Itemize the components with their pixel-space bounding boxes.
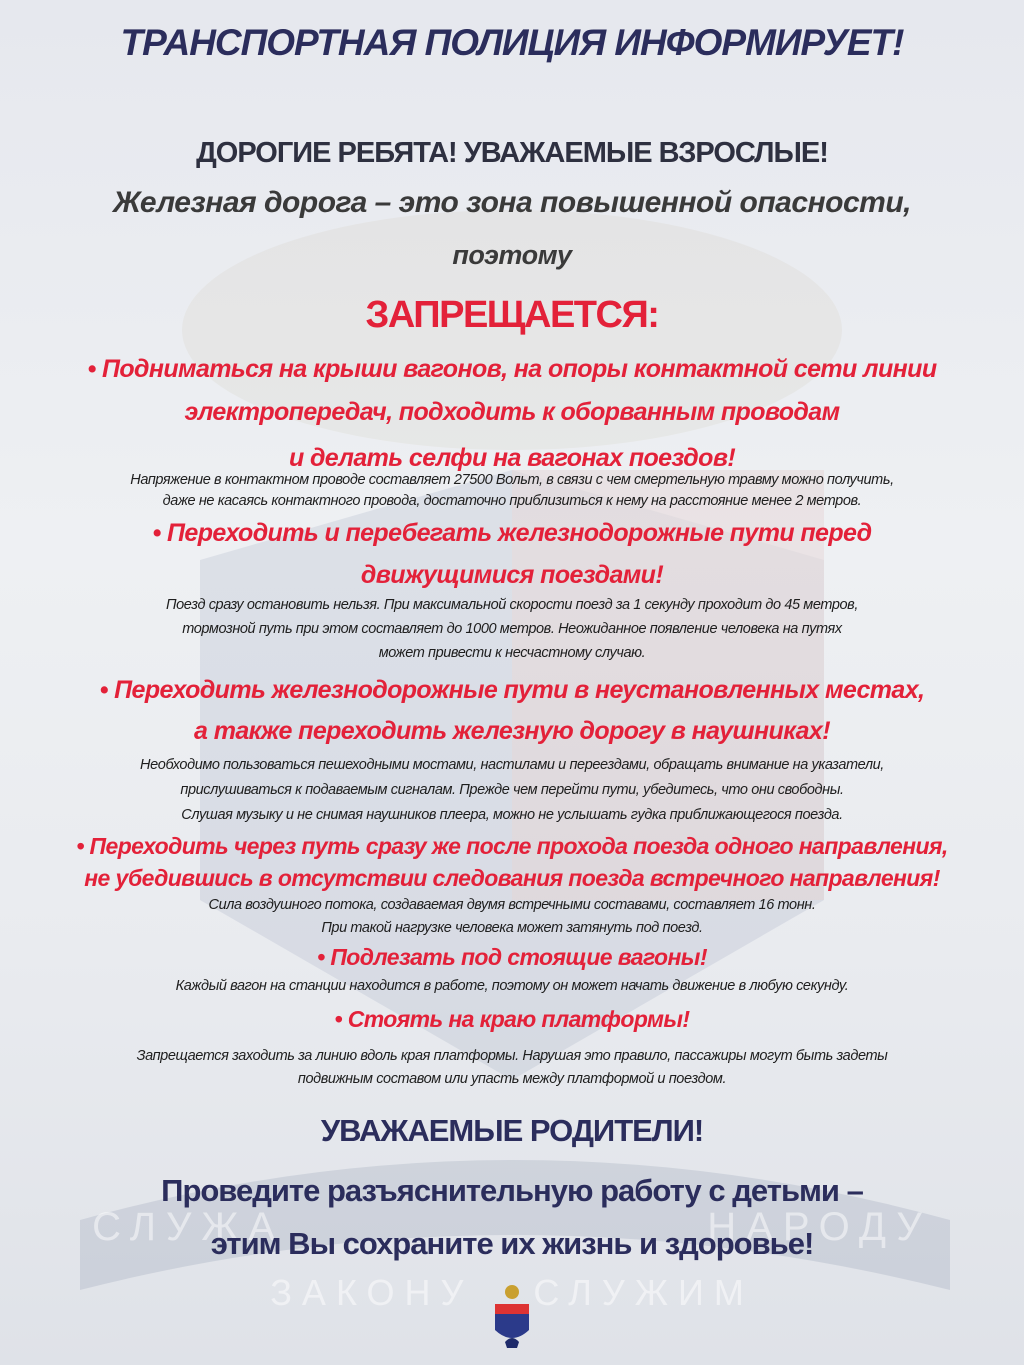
rule-3-explanation: Слушая музыку и не снимая наушников плеера, можно не услышать гудка приближающегося поезда.	[181, 807, 843, 823]
rule-1-heading: • Подниматься на крыши вагонов, на опоры контактной сети линии	[87, 355, 937, 383]
intro-line-1: Железная дорога – это зона повышенной опасности,	[112, 186, 912, 219]
rule-1-heading: электропередач, подходить к оборванным проводам	[184, 398, 840, 426]
rule-2-heading: движущимися поездами!	[360, 561, 664, 589]
rule-2-explanation: Поезд сразу остановить нельзя. При максимальной скорости поезд за 1 секунду проходит до 45 метров,	[166, 597, 858, 613]
parents-text-2: этим Вы сохраните их жизнь и здоровье!	[210, 1226, 814, 1261]
rule-2-explanation: тормозной путь при этом составляет до 1000 метров. Неожиданное появление человека на путях	[182, 621, 842, 637]
rule-6-heading: • Стоять на краю платформы!	[334, 1006, 690, 1032]
watermark-motto: СЛУЖА НАРОДУ	[92, 1205, 932, 1249]
rule-4-explanation: При такой нагрузке человека может затянуть под поезд.	[321, 920, 703, 936]
rule-4-heading: не убедившись в отсутствии следования поезда встречного направления!	[84, 865, 940, 891]
police-emblem-icon	[487, 1282, 537, 1352]
rule-5-explanation: Каждый вагон на станции находится в работе, поэтому он может начать движение в любую секунду.	[175, 978, 849, 994]
rule-1-explanation: даже не касаясь контактного провода, достаточно приблизиться к нему на расстояние менее 2 метров.	[162, 493, 862, 509]
forbidden-heading: ЗАПРЕЩАЕТСЯ:	[365, 294, 659, 336]
rule-1-heading: и делать селфи на вагонах поездов!	[288, 444, 736, 472]
watermark-motto-lower: ЗАКОНУ СЛУЖИМ	[270, 1272, 754, 1313]
rule-1-explanation: Напряжение в контактном проводе составляет 27500 Вольт, в связи с чем смертельную травму можно получить,	[130, 472, 894, 488]
rule-3-heading: а также переходить железную дорогу в наушниках!	[194, 717, 830, 745]
parents-text-1: Проведите разъяснительную работу с детьми –	[161, 1173, 863, 1208]
rule-2-explanation: может привести к несчастному случаю.	[378, 645, 646, 661]
rule-3-explanation: прислушиваться к подаваемым сигналам. Прежде чем перейти пути, убедитесь, что они свободны.	[180, 782, 844, 798]
rule-3-heading: • Переходить железнодорожные пути в неустановленных местах,	[99, 676, 925, 704]
rule-3-explanation: Необходимо пользоваться пешеходными мостами, настилами и переездами, обращать внимание на указатели,	[140, 757, 884, 773]
greeting: ДОРОГИЕ РЕБЯТА! УВАЖАЕМЫЕ ВЗРОСЛЫЕ!	[196, 137, 828, 169]
rule-2-heading: • Переходить и перебегать железнодорожные пути перед	[152, 519, 872, 547]
rule-4-explanation: Сила воздушного потока, создаваемая двумя встречными составами, составляет 16 тонн.	[208, 897, 816, 913]
rule-6-explanation: подвижным составом или упасть между платформой и поездом.	[297, 1071, 727, 1087]
parents-heading: УВАЖАЕМЫЕ РОДИТЕЛИ!	[320, 1113, 704, 1148]
page-title: ТРАНСПОРТНАЯ ПОЛИЦИЯ ИНФОРМИРУЕТ!	[120, 22, 904, 63]
rule-4-heading: • Переходить через путь сразу же после прохода поезда одного направления,	[76, 833, 948, 859]
rule-6-explanation: Запрещается заходить за линию вдоль края платформы. Нарушая это правило, пассажиры могут быть задеты	[136, 1048, 888, 1064]
rule-5-heading: • Подлезать под стоящие вагоны!	[317, 944, 707, 970]
intro-line-2: поэтому	[452, 240, 572, 270]
